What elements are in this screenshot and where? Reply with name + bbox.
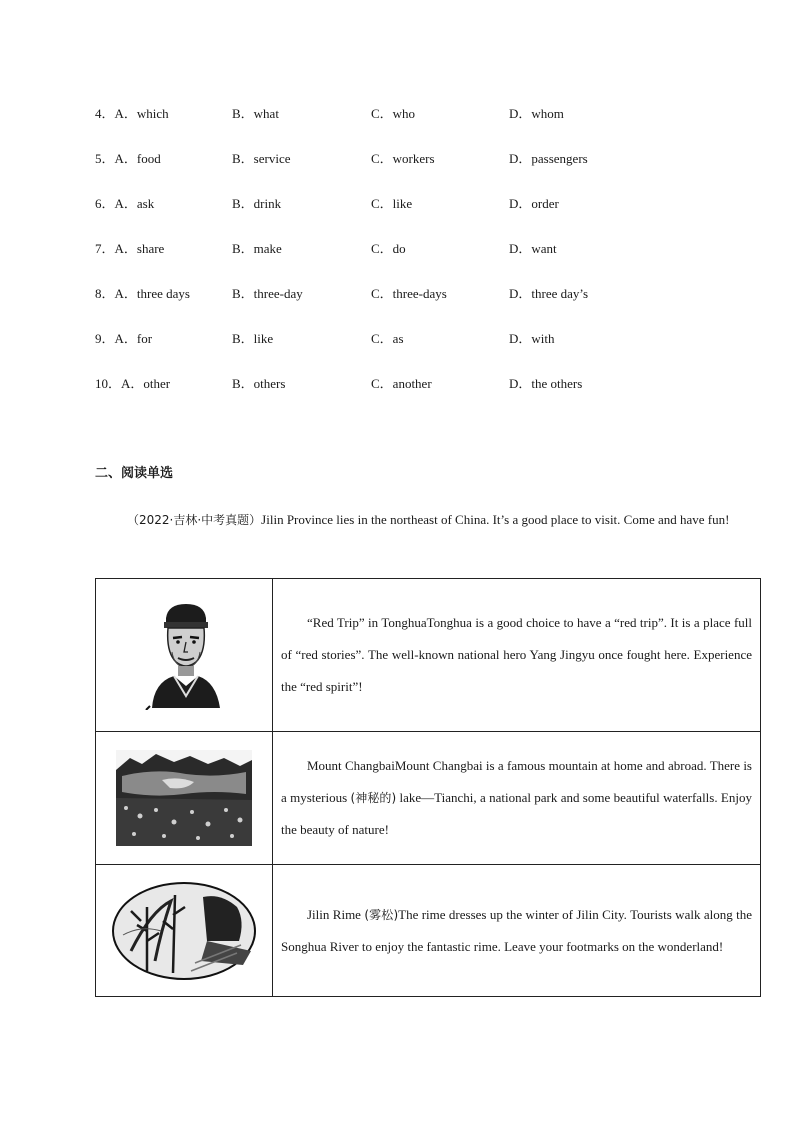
option-text: A．three days bbox=[114, 286, 190, 301]
intro-paragraph bbox=[95, 504, 735, 536]
option-a[interactable] bbox=[95, 103, 169, 122]
option-d[interactable]: D．whom bbox=[509, 106, 564, 121]
option-c[interactable]: C．as bbox=[371, 331, 404, 346]
attraction-gloss: (神秘的) bbox=[350, 791, 397, 805]
option-text: A．share bbox=[114, 241, 165, 256]
option-c[interactable]: C．do bbox=[371, 241, 406, 256]
option-text: A．food bbox=[114, 151, 161, 166]
attraction-title: Mount Changbai bbox=[307, 758, 395, 773]
attraction-text-cell bbox=[273, 732, 761, 865]
attraction-gloss: (雾松) bbox=[364, 907, 399, 922]
question-number: 8． bbox=[95, 286, 115, 301]
attraction-description: Tonghua is a good choice to have a “red trip”. It is a place full of “red stories”. The well-known national hero Yang Jingyu once fought here. Experience the “red spirit”! bbox=[281, 615, 752, 694]
option-b[interactable]: B．others bbox=[232, 376, 286, 391]
option-d[interactable]: D．passengers bbox=[509, 151, 588, 166]
option-d[interactable]: D．want bbox=[509, 241, 557, 256]
option-b[interactable]: B．service bbox=[232, 151, 291, 166]
option-c[interactable]: C．workers bbox=[371, 151, 435, 166]
image-cell bbox=[96, 865, 273, 997]
option-text: A．ask bbox=[114, 196, 155, 211]
table-row bbox=[96, 732, 761, 865]
option-text: A．which bbox=[114, 106, 169, 121]
question-number: 7． bbox=[95, 241, 115, 256]
option-text: A．for bbox=[114, 331, 153, 346]
intro-text: Jilin Province lies in the northeast of China. It’s a good place to visit. Come and have fun! bbox=[261, 512, 730, 527]
option-c[interactable]: C．like bbox=[371, 196, 413, 211]
question-number: 9． bbox=[95, 331, 115, 346]
option-a[interactable] bbox=[95, 283, 190, 302]
section-title: 二、阅读单选 bbox=[95, 466, 174, 481]
attraction-text-cell bbox=[273, 865, 761, 997]
option-b[interactable]: B．make bbox=[232, 241, 282, 256]
table-row bbox=[96, 579, 761, 732]
question-number: 6． bbox=[95, 196, 115, 211]
image-cell bbox=[96, 579, 273, 732]
attraction-text-cell bbox=[273, 579, 761, 732]
question-number: 10． bbox=[95, 376, 122, 391]
image-cell bbox=[96, 732, 273, 865]
attraction-description-b: lake—Tianchi, a national park and some beautiful waterfalls. Enjoy the beauty of nature! bbox=[281, 790, 752, 837]
option-a[interactable] bbox=[95, 238, 164, 257]
attraction-title: “Red Trip” in Tonghua bbox=[307, 615, 427, 630]
option-d[interactable]: D．the others bbox=[509, 376, 583, 391]
option-c[interactable]: C．who bbox=[371, 106, 416, 121]
option-b[interactable]: B．three-day bbox=[232, 286, 303, 301]
option-a[interactable] bbox=[95, 193, 154, 212]
option-text: A．other bbox=[121, 376, 171, 391]
option-c[interactable]: C．another bbox=[371, 376, 432, 391]
hero-portrait-icon bbox=[144, 600, 224, 710]
attraction-title-a: Jilin Rime bbox=[307, 906, 365, 922]
option-d[interactable]: D．order bbox=[509, 196, 559, 211]
option-d[interactable]: D．with bbox=[509, 331, 555, 346]
option-a[interactable] bbox=[95, 148, 161, 167]
source-label: （2022·吉林·中考真题） bbox=[127, 513, 262, 527]
option-b[interactable]: B．drink bbox=[232, 196, 282, 211]
option-b[interactable]: B．like bbox=[232, 331, 274, 346]
option-b[interactable]: B．what bbox=[232, 106, 279, 121]
option-d[interactable]: D．three day’s bbox=[509, 286, 589, 301]
option-a[interactable] bbox=[95, 328, 152, 347]
question-number: 4． bbox=[95, 106, 115, 121]
mountain-landscape-icon bbox=[116, 750, 252, 846]
option-c[interactable]: C．three-days bbox=[371, 286, 447, 301]
attractions-table bbox=[95, 578, 761, 997]
attraction-description: The rime dresses up the winter of Jilin City. Tourists walk along the Songhua River to enjoy the fantastic rime. Leave your footmarks on the wonderland! bbox=[281, 906, 752, 954]
option-a[interactable] bbox=[95, 373, 170, 392]
table-row bbox=[96, 865, 761, 997]
question-number: 5． bbox=[95, 151, 115, 166]
rime-trees-icon bbox=[111, 881, 257, 981]
attraction-description-a: Mount Changbai is a famous mountain at home and abroad. There is a mysterious bbox=[281, 758, 752, 805]
